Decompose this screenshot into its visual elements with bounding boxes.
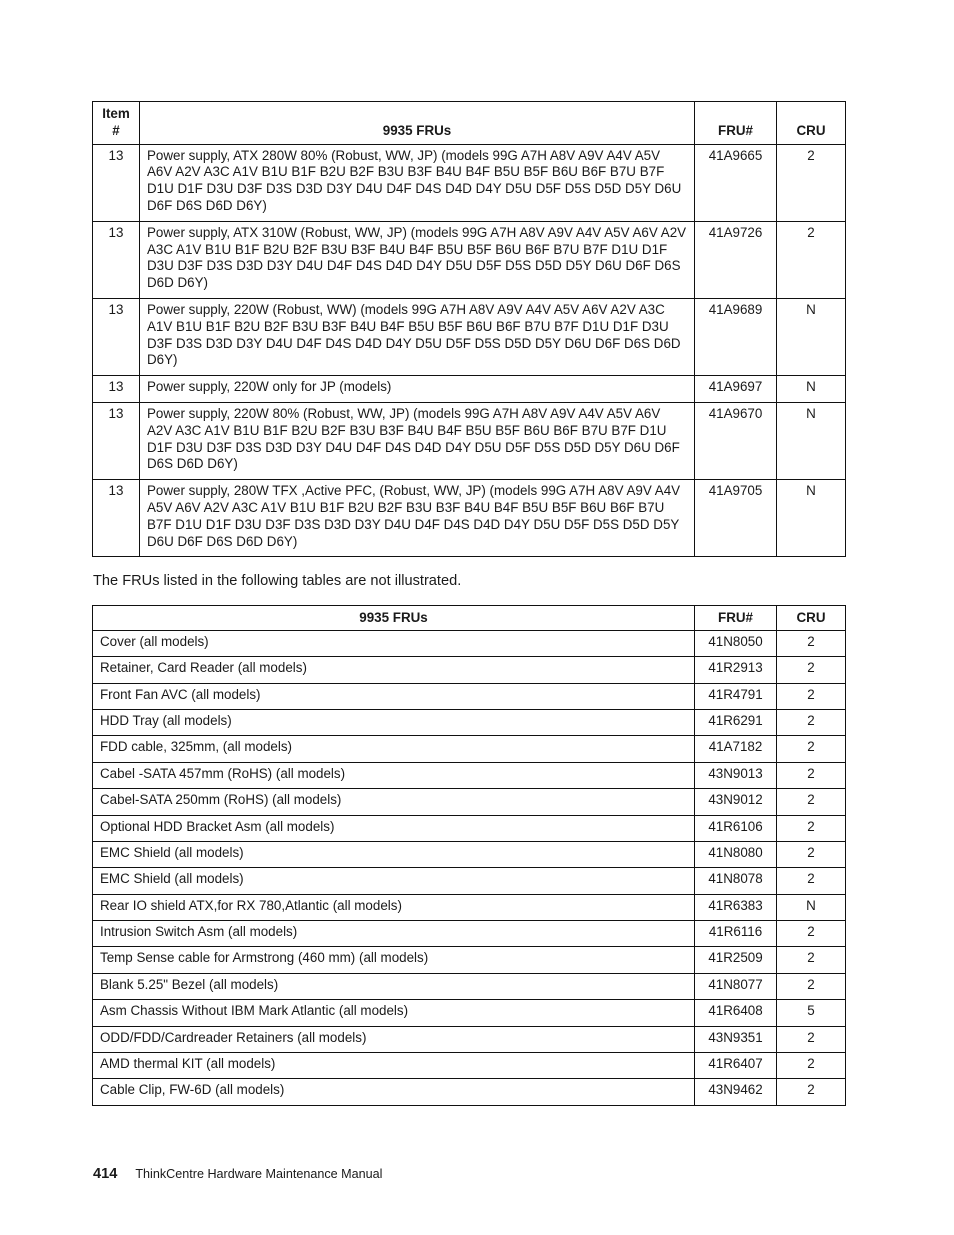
cru-value: 2 xyxy=(777,221,846,298)
fru-number: 41R6106 xyxy=(695,815,777,841)
cru-value: N xyxy=(777,402,846,479)
table-row xyxy=(93,789,846,815)
fru-number: 41R2913 xyxy=(695,657,777,683)
col-header-frus: 9935 FRUs xyxy=(93,606,695,631)
cru-value: 2 xyxy=(777,683,846,709)
cru-value: N xyxy=(777,480,846,557)
item-number: 13 xyxy=(93,402,140,479)
fru-description: Cabel -SATA 457mm (RoHS) (all models) xyxy=(93,762,695,788)
fru-description: Asm Chassis Without IBM Mark Atlantic (all models) xyxy=(93,1000,695,1026)
fru-description: Rear IO shield ATX,for RX 780,Atlantic (all models) xyxy=(93,894,695,920)
fru-description: Optional HDD Bracket Asm (all models) xyxy=(93,815,695,841)
table-row xyxy=(93,1079,846,1105)
cru-value: 2 xyxy=(777,1026,846,1052)
page-footer xyxy=(93,1166,382,1182)
item-number: 13 xyxy=(93,376,140,403)
table-row xyxy=(93,402,846,479)
table-row xyxy=(93,736,846,762)
table-row xyxy=(93,1026,846,1052)
fru-number: 41N8050 xyxy=(695,630,777,656)
fru-description: Blank 5.25" Bezel (all models) xyxy=(93,973,695,999)
fru-number: 43N9351 xyxy=(695,1026,777,1052)
cru-value: 2 xyxy=(777,815,846,841)
cru-value: 2 xyxy=(777,736,846,762)
col-header-cru: CRU xyxy=(777,102,846,145)
table-row xyxy=(93,480,846,557)
fru-description: Cable Clip, FW-6D (all models) xyxy=(93,1079,695,1105)
fru-number: 41N8078 xyxy=(695,868,777,894)
fru-description: Cabel-SATA 250mm (RoHS) (all models) xyxy=(93,789,695,815)
fru-description: ODD/FDD/Cardreader Retainers (all models) xyxy=(93,1026,695,1052)
table-row xyxy=(93,657,846,683)
table-row xyxy=(93,868,846,894)
fru-description: Intrusion Switch Asm (all models) xyxy=(93,921,695,947)
power-supply-fru-table xyxy=(92,101,846,557)
cru-value: 5 xyxy=(777,1000,846,1026)
item-number: 13 xyxy=(93,144,140,221)
fru-description: EMC Shield (all models) xyxy=(93,868,695,894)
fru-description: HDD Tray (all models) xyxy=(93,709,695,735)
col-header-fru-number: FRU# xyxy=(695,606,777,631)
cru-value: 2 xyxy=(777,709,846,735)
fru-number: 41R6383 xyxy=(695,894,777,920)
fru-description: FDD cable, 325mm, (all models) xyxy=(93,736,695,762)
fru-number: 41R6291 xyxy=(695,709,777,735)
fru-number: 43N9462 xyxy=(695,1079,777,1105)
table-row xyxy=(93,947,846,973)
cru-value: 2 xyxy=(777,841,846,867)
cru-value: 2 xyxy=(777,630,846,656)
fru-number: 43N9013 xyxy=(695,762,777,788)
item-number: 13 xyxy=(93,480,140,557)
table-row xyxy=(93,221,846,298)
cru-value: 2 xyxy=(777,789,846,815)
table-row xyxy=(93,894,846,920)
non-illustrated-fru-table xyxy=(92,605,846,1106)
table-row xyxy=(93,709,846,735)
item-number: 13 xyxy=(93,298,140,375)
item-number: 13 xyxy=(93,221,140,298)
fru-number: 43N9012 xyxy=(695,789,777,815)
fru-description: Power supply, ATX 280W 80% (Robust, WW, JP) (models 99G A7H A8V A9V A4V A5V A6V A2V A3C A1V B1U B1F B2U B2F B3U B3F B4U B4F B5U B5F B6U B6F B7U B7F D1U D1F D3U D3F D3S D3D D3Y D4U D4F D4S D4D D4Y D5U D5F D5S D5D D5Y D6U D6F D6S D6D D6Y) xyxy=(140,144,695,221)
col-header-fru-number: FRU# xyxy=(695,102,777,145)
cru-value: 2 xyxy=(777,762,846,788)
table-header-row xyxy=(93,606,846,631)
table-row xyxy=(93,683,846,709)
fru-number: 41A9665 xyxy=(695,144,777,221)
fru-description: EMC Shield (all models) xyxy=(93,841,695,867)
fru-number: 41R4791 xyxy=(695,683,777,709)
fru-number: 41R6116 xyxy=(695,921,777,947)
fru-description: Power supply, 220W (Robust, WW) (models 99G A7H A8V A9V A4V A5V A6V A2V A3C A1V B1U B1F B2U B2F B3U B3F B4U B4F B5U B5F B6U B6F B7U B7F D1U D1F D3U D3F D3S D3D D3Y D4U D4F D4S D4D D4Y D5U D5F D5S D5D D5Y D6U D6F D6S D6D D6Y) xyxy=(140,298,695,375)
cru-value: 2 xyxy=(777,144,846,221)
fru-number: 41N8077 xyxy=(695,973,777,999)
fru-number: 41A9670 xyxy=(695,402,777,479)
fru-number: 41A9697 xyxy=(695,376,777,403)
fru-number: 41A9689 xyxy=(695,298,777,375)
table-row xyxy=(93,762,846,788)
cru-value: 2 xyxy=(777,657,846,683)
fru-description: Power supply, 220W 80% (Robust, WW, JP) (models 99G A7H A8V A9V A4V A5V A6V A2V A3C A1V B1U B1F B2U B2F B3U B3F B4U B4F B5U B5F B6U B6F B7U B7F D1U D1F D3U D3F D3S D3D D3Y D4U D4F D4S D4D D4Y D5U D5F D5S D5D D5Y D6U D6F D6S D6D D6Y) xyxy=(140,402,695,479)
cru-value: 2 xyxy=(777,921,846,947)
table-row xyxy=(93,298,846,375)
fru-description: Power supply, ATX 310W (Robust, WW, JP) (models 99G A7H A8V A9V A4V A5V A6V A2V A3C A1V B1U B1F B2U B2F B3U B3F B4U B4F B5U B5F B6U B6F B7U B7F D1U D1F D3U D3F D3S D3D D3Y D4U D4F D4S D4D D4Y D5U D5F D5S D5D D5Y D6U D6F D6S D6D D6Y) xyxy=(140,221,695,298)
fru-description: Power supply, 220W only for JP (models) xyxy=(140,376,695,403)
manual-title: ThinkCentre Hardware Maintenance Manual xyxy=(135,1167,383,1181)
fru-description: Retainer, Card Reader (all models) xyxy=(93,657,695,683)
fru-number: 41R6407 xyxy=(695,1053,777,1079)
table-row xyxy=(93,841,846,867)
col-header-frus: 9935 FRUs xyxy=(140,102,695,145)
fru-description: Power supply, 280W TFX ,Active PFC, (Robust, WW, JP) (models 99G A7H A8V A9V A4V A5V A6V A2V A3C A1V B1U B1F B2U B2F B3U B3F B4U B4F B5U B5F B6U B6F B7U B7F D1U D1F D3U D3F D3S D3D D3Y D4U D4F D4S D4D D4Y D5U D5F D5S D5D D5Y D6U D6F D6S D6D D6Y) xyxy=(140,480,695,557)
cru-value: 2 xyxy=(777,1053,846,1079)
fru-description: Temp Sense cable for Armstrong (460 mm) (all models) xyxy=(93,947,695,973)
fru-description: AMD thermal KIT (all models) xyxy=(93,1053,695,1079)
intro-text: The FRUs listed in the following tables are not illustrated. xyxy=(93,573,462,589)
fru-number: 41A7182 xyxy=(695,736,777,762)
table-row xyxy=(93,1000,846,1026)
table-row xyxy=(93,973,846,999)
table-row xyxy=(93,815,846,841)
fru-number: 41R2509 xyxy=(695,947,777,973)
fru-number: 41A9705 xyxy=(695,480,777,557)
page-number: 414 xyxy=(93,1166,118,1182)
fru-number: 41R6408 xyxy=(695,1000,777,1026)
cru-value: 2 xyxy=(777,973,846,999)
fru-description: Cover (all models) xyxy=(93,630,695,656)
col-header-item: Item # xyxy=(93,102,140,145)
cru-value: 2 xyxy=(777,947,846,973)
cru-value: N xyxy=(777,894,846,920)
cru-value: N xyxy=(777,298,846,375)
fru-number: 41N8080 xyxy=(695,841,777,867)
cru-value: N xyxy=(777,376,846,403)
table-row xyxy=(93,1053,846,1079)
col-header-cru: CRU xyxy=(777,606,846,631)
table-row xyxy=(93,630,846,656)
cru-value: 2 xyxy=(777,868,846,894)
table-row xyxy=(93,376,846,403)
table-row xyxy=(93,921,846,947)
table-row xyxy=(93,144,846,221)
fru-number: 41A9726 xyxy=(695,221,777,298)
cru-value: 2 xyxy=(777,1079,846,1105)
table-header-row xyxy=(93,102,846,145)
fru-description: Front Fan AVC (all models) xyxy=(93,683,695,709)
